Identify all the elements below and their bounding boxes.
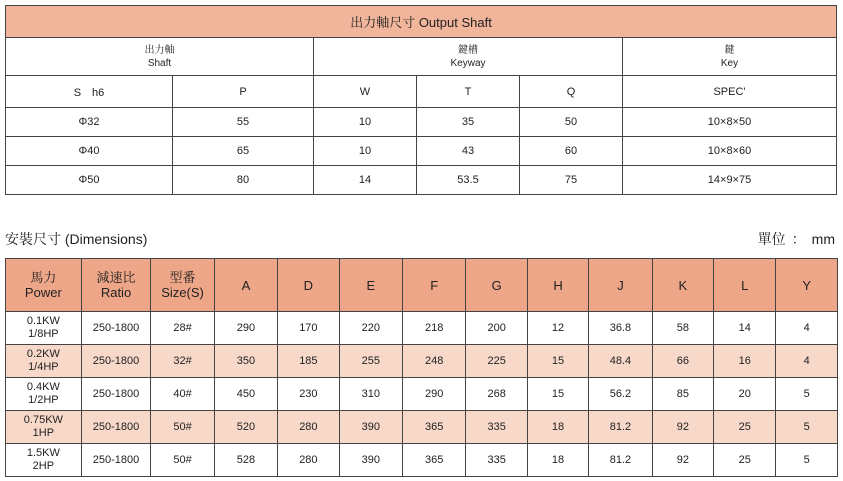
dim-header-line: A [241, 277, 251, 293]
dim-cell-line: 0.4KW [26, 381, 60, 393]
dim-cell [81, 411, 151, 444]
dim-header-line: L [741, 277, 749, 293]
group-key-zh: 鍵 [724, 44, 735, 56]
dim-cell [278, 312, 339, 345]
dim-header-cell [81, 259, 151, 312]
group-keyway-en: Keyway [450, 57, 486, 69]
shaft-cell-w: 10 [314, 137, 417, 166]
dim-cell [527, 312, 588, 345]
dimensions-row [6, 444, 838, 477]
dim-cell [278, 444, 339, 477]
dim-cell-line: 365 [425, 420, 444, 433]
dim-cell-line: 1.5KW [26, 447, 60, 459]
dim-cell [714, 378, 776, 411]
shaft-cell-spec: 10×8×50 [623, 108, 837, 137]
dim-cell [339, 312, 402, 345]
dim-cell [776, 378, 838, 411]
dim-cell-line: 250-1800 [92, 321, 140, 334]
shaft-row [6, 137, 837, 166]
dim-cell-line: 280 [299, 453, 318, 466]
dim-cell-line: 18 [551, 420, 565, 433]
dim-cell [776, 444, 838, 477]
dim-cell-line: 225 [487, 354, 506, 367]
shaft-cell-s-h6: Φ32 [6, 108, 173, 137]
dim-cell-line: 230 [299, 387, 318, 400]
dim-cell-line: 268 [487, 387, 506, 400]
dim-header-line: Power [24, 285, 62, 300]
dim-cell [776, 345, 838, 378]
dim-cell-line: 5 [803, 420, 810, 433]
dim-cell [151, 345, 214, 378]
dimensions-row [6, 411, 838, 444]
dim-cell-line: 50# [173, 420, 192, 433]
output-shaft-title: 出力軸尺寸 Output Shaft [6, 6, 837, 38]
dim-header-line: E [366, 277, 376, 293]
dim-header-line: Y [802, 277, 812, 293]
group-shaft-en: Shaft [147, 57, 172, 69]
dim-cell-line: 15 [551, 354, 565, 367]
dim-cell [527, 411, 588, 444]
dim-cell [81, 345, 151, 378]
dim-cell [214, 378, 277, 411]
dim-cell-line: 290 [425, 387, 444, 400]
col-header-spec: SPEC' [623, 76, 837, 108]
dim-cell-line: 85 [676, 387, 689, 400]
dim-cell-line: 28# [173, 321, 192, 334]
group-key-en: Key [720, 57, 739, 69]
dim-cell-line: 350 [236, 354, 256, 367]
dim-cell-line: 335 [487, 420, 506, 433]
shaft-cell-q: 50 [520, 108, 623, 137]
dim-cell-line: 255 [361, 354, 380, 367]
dim-cell-line: 25 [738, 420, 751, 433]
shaft-cell-t: 35 [417, 108, 520, 137]
dim-cell [652, 444, 713, 477]
dim-cell-line: 248 [425, 354, 444, 367]
dim-cell [6, 411, 82, 444]
dim-cell-line: 15 [551, 387, 565, 400]
shaft-row [6, 166, 837, 195]
col-header-q: Q [520, 76, 623, 108]
dim-header-cell [527, 259, 588, 312]
dim-cell-line: 20 [738, 387, 751, 400]
shaft-column-headers [6, 76, 837, 108]
shaft-cell-spec: 14×9×75 [623, 166, 837, 195]
dim-cell-line: 1HP [32, 427, 55, 439]
dim-cell-line: 0.75KW [23, 414, 63, 426]
shaft-cell-s-h6: Φ50 [6, 166, 173, 195]
group-keyway-zh: 鍵槽 [458, 44, 478, 56]
dim-cell-line: 1/8HP [28, 328, 59, 340]
dim-cell [278, 411, 339, 444]
dim-cell-line: 14 [738, 321, 751, 334]
dim-header-line: 馬力 [30, 270, 57, 285]
dim-cell-line: 25 [738, 453, 751, 466]
shaft-cell-spec: 10×8×60 [623, 137, 837, 166]
dim-cell-line: 0.1KW [26, 315, 60, 327]
shaft-cell-t: 53.5 [417, 166, 520, 195]
group-shaft-zh: 出力軸 [144, 44, 175, 56]
dimensions-body [6, 312, 838, 477]
dim-cell-line: 528 [236, 453, 256, 466]
dim-cell [6, 312, 82, 345]
dim-cell [589, 411, 652, 444]
dim-header-line: 型番 [169, 270, 196, 285]
dim-cell-line: 170 [299, 321, 318, 334]
dim-cell [403, 312, 466, 345]
dim-cell-line: 280 [299, 420, 318, 433]
dim-cell [652, 378, 713, 411]
dim-header-cell [6, 259, 82, 312]
dim-cell [403, 345, 466, 378]
dim-cell [214, 411, 277, 444]
dim-cell-line: 390 [361, 420, 380, 433]
dim-cell [339, 411, 402, 444]
dim-cell-line: 310 [361, 387, 380, 400]
dim-cell [527, 444, 588, 477]
dim-cell [527, 378, 588, 411]
dim-cell [589, 345, 652, 378]
dim-cell [214, 444, 277, 477]
dim-cell-line: 220 [361, 321, 380, 334]
dim-cell-line: 5 [803, 387, 810, 400]
dim-cell [151, 411, 214, 444]
dim-cell [714, 345, 776, 378]
dim-cell-line: 250-1800 [92, 420, 140, 433]
dim-cell-line: 81.2 [609, 420, 632, 433]
dim-cell-line: 1/2HP [28, 394, 59, 406]
dim-cell [714, 444, 776, 477]
dimensions-title: 安裝尺寸 (Dimensions) [5, 231, 148, 247]
dim-header-line: F [430, 277, 439, 293]
dim-cell [214, 312, 277, 345]
dim-cell-line: 58 [676, 321, 689, 334]
dim-header-line: 減速比 [96, 270, 136, 285]
dim-cell-line: 218 [425, 321, 444, 334]
dim-header-line: H [553, 277, 563, 293]
dim-header-cell [714, 259, 776, 312]
dim-cell [466, 345, 527, 378]
dim-cell-line: 36.8 [609, 321, 632, 334]
dimensions-row [6, 312, 838, 345]
dim-cell [652, 411, 713, 444]
dim-cell-line: 2HP [32, 460, 55, 472]
dim-cell [339, 378, 402, 411]
dim-cell [214, 345, 277, 378]
shaft-row [6, 108, 837, 137]
dim-cell [589, 378, 652, 411]
dim-cell-line: 185 [299, 354, 318, 367]
dim-cell [339, 444, 402, 477]
dim-cell [776, 411, 838, 444]
dim-cell-line: 16 [738, 354, 751, 367]
shaft-cell-t: 43 [417, 137, 520, 166]
dimensions-row [6, 345, 838, 378]
dim-cell [81, 312, 151, 345]
dim-cell [466, 444, 527, 477]
shaft-cell-p: 55 [173, 108, 314, 137]
dimensions-header [6, 259, 838, 312]
dim-header-cell [339, 259, 402, 312]
dim-cell-line: 32# [173, 354, 192, 367]
dim-header-cell [151, 259, 214, 312]
dim-cell [6, 378, 82, 411]
dim-cell-line: 40# [173, 387, 192, 400]
dim-cell-line: 1/4HP [28, 361, 59, 373]
dim-cell-line: 92 [676, 420, 689, 433]
dim-cell-line: 4 [803, 354, 810, 367]
dim-cell-line: 4 [803, 321, 810, 334]
dim-cell-line: 18 [551, 453, 565, 466]
group-keyway [314, 38, 623, 76]
dim-header-line: D [303, 277, 314, 293]
group-shaft [6, 38, 314, 76]
dim-cell [527, 345, 588, 378]
col-header-w: W [314, 76, 417, 108]
dim-header-cell [214, 259, 277, 312]
dim-cell [466, 378, 527, 411]
dim-cell-line: 365 [425, 453, 444, 466]
col-header-p: P [173, 76, 314, 108]
unit-separator: ： [791, 231, 806, 247]
dim-cell-line: 250-1800 [92, 387, 140, 400]
dim-cell [589, 312, 652, 345]
dim-cell-line: 50# [173, 453, 192, 466]
dim-cell-line: 335 [487, 453, 506, 466]
shaft-cell-p: 80 [173, 166, 314, 195]
dim-cell-line: 81.2 [609, 453, 632, 466]
dim-cell-line: 92 [676, 453, 689, 466]
dim-header-line: J [617, 277, 624, 293]
dimensions-table [5, 258, 838, 477]
dim-cell [403, 378, 466, 411]
dim-cell-line: 48.4 [609, 354, 632, 367]
shaft-cell-w: 10 [314, 108, 417, 137]
dim-cell [466, 312, 527, 345]
dim-header-line: Ratio [100, 285, 132, 300]
shaft-cell-s-h6: Φ40 [6, 137, 173, 166]
dim-cell-line: 12 [551, 321, 565, 334]
dim-cell [278, 345, 339, 378]
dim-header-cell [278, 259, 339, 312]
dim-cell [714, 411, 776, 444]
dim-cell-line: 290 [236, 321, 256, 334]
dim-cell-line: 56.2 [609, 387, 632, 400]
dim-header-cell [589, 259, 652, 312]
dim-cell [151, 444, 214, 477]
shaft-cell-q: 60 [520, 137, 623, 166]
shaft-cell-p: 65 [173, 137, 314, 166]
dim-cell [589, 444, 652, 477]
dim-cell [6, 444, 82, 477]
dim-cell [403, 444, 466, 477]
dim-header-cell [776, 259, 838, 312]
dim-cell [81, 444, 151, 477]
dim-cell [714, 312, 776, 345]
dim-header-cell [652, 259, 713, 312]
shaft-cell-q: 75 [520, 166, 623, 195]
dim-cell-line: 250-1800 [92, 354, 140, 367]
col-header-s-h6: S h6 [6, 76, 173, 108]
dim-cell-line: 66 [676, 354, 689, 367]
dim-cell [652, 312, 713, 345]
output-shaft-table [5, 5, 837, 195]
dim-header-line: G [491, 277, 502, 293]
dim-cell-line: 450 [236, 387, 256, 400]
col-header-t: T [417, 76, 520, 108]
dim-cell [652, 345, 713, 378]
dim-cell [466, 411, 527, 444]
dim-header-cell [403, 259, 466, 312]
dim-header-line: Size(S) [161, 285, 204, 300]
dim-cell [278, 378, 339, 411]
dimensions-header-row [6, 259, 838, 312]
unit-value: mm [811, 231, 835, 247]
dim-header-cell [466, 259, 527, 312]
dim-cell-line: 250-1800 [92, 453, 140, 466]
dim-cell [776, 312, 838, 345]
unit-label: 單位 [757, 231, 786, 247]
shaft-table-body [6, 108, 837, 195]
dim-cell [403, 411, 466, 444]
dim-header-line: K [678, 277, 688, 293]
dim-cell-line: 0.2KW [26, 348, 60, 360]
dimensions-row [6, 378, 838, 411]
shaft-cell-w: 14 [314, 166, 417, 195]
dim-cell-line: 5 [803, 453, 810, 466]
dim-cell [339, 345, 402, 378]
dim-cell [151, 312, 214, 345]
dim-cell-line: 200 [487, 321, 506, 334]
dim-cell-line: 520 [236, 420, 256, 433]
dim-cell [151, 378, 214, 411]
unit-indicator [758, 229, 835, 249]
dim-cell-line: 390 [361, 453, 380, 466]
dim-cell [6, 345, 82, 378]
dim-cell [81, 378, 151, 411]
group-key [623, 38, 837, 76]
